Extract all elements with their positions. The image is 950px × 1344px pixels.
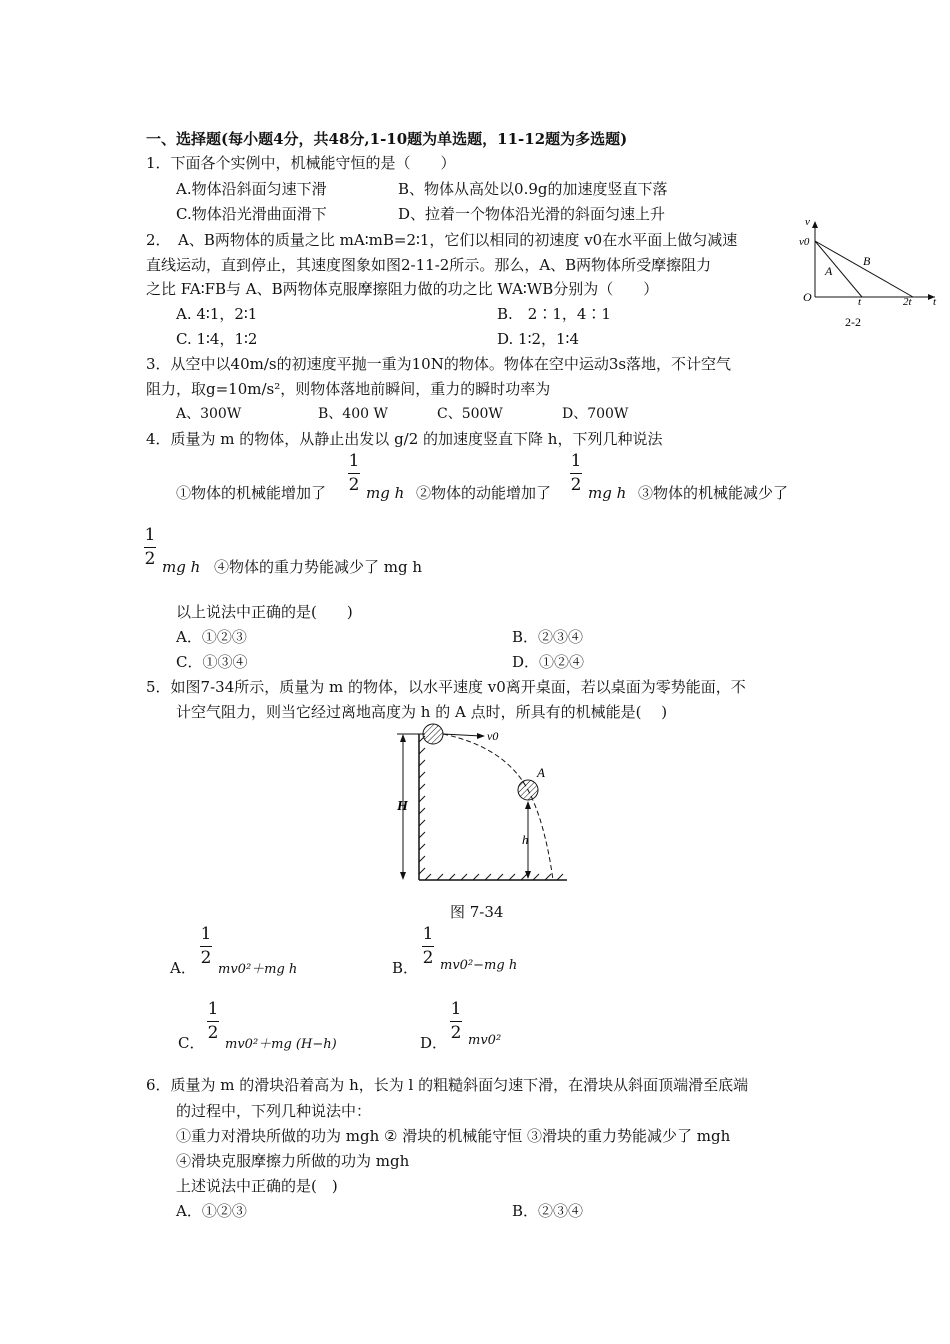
q4-statement-4: ④物体的重力势能减少了 mg h (214, 558, 423, 576)
section-title: 一、选择题(每小题4分，共48分,1-10题为单选题，11-12题为多选题) (146, 130, 628, 148)
q4-option-a: A．①②③ (176, 628, 247, 646)
height-small-h-label: h (522, 832, 529, 847)
velocity-arrow-icon (477, 733, 485, 739)
q2-line3: 之比 FA∶FB与 A、B两物体克服摩擦阻力做的功之比 WA∶WB分别为（ ） (146, 280, 659, 298)
q1-option-c: C.物体沿光滑曲面滑下 (176, 205, 327, 223)
line-a (815, 241, 862, 297)
q5-option-b-label: B． (392, 959, 419, 977)
q6-option-b: B．②③④ (512, 1202, 584, 1220)
q4-ask: 以上说法中正确的是( ) (176, 603, 353, 621)
trajectory-path (443, 734, 553, 880)
wall-hatching (419, 736, 425, 874)
q5-option-a-fraction: 1 2 (200, 924, 212, 968)
v0-label: v0 (487, 729, 499, 743)
q2-option-c: C. 1∶4，1∶2 (176, 330, 258, 348)
q5-option-d-label: D． (420, 1034, 448, 1052)
q5-option-d-expr: mv0² (468, 1033, 502, 1048)
q1-stem: 1．下面各个实例中，机械能守恒的是（ ） (146, 154, 456, 172)
q1-option-b: B、物体从高处以0.9g的加速度竖直下落 (398, 180, 668, 198)
height-h-label: H (397, 799, 408, 814)
q5-option-c-fraction: 1 2 (207, 999, 219, 1043)
q4-stem: 4．质量为 m 的物体，从静止出发以 g/2 的加速度竖直下降 h，下列几种说法 (146, 430, 663, 448)
q2-option-a: A. 4∶1，2∶1 (176, 305, 258, 323)
q3-line2: 阻力，取g=10m/s²，则物体落地前瞬间，重力的瞬时功率为 (146, 380, 551, 398)
v-axis-arrow-icon (812, 221, 818, 228)
q2-option-d: D. 1∶2，1∶4 (497, 330, 580, 348)
v0-label: v0 (799, 236, 810, 248)
q5-line2: 计空气阻力，则当它经过离地高度为 h 的 A 点时，所具有的机械能是( ) (176, 703, 668, 721)
q3-option-d: D、700W (562, 406, 629, 422)
q3-line1: 3．从空中以40m/s的初速度平抛一重为10N的物体。物体在空中运动3s落地，不计空气 (146, 355, 732, 373)
ball-at-a (518, 780, 538, 800)
q6-line1: 6．质量为 m 的滑块沿着高为 h，长为 l 的粗糙斜面匀速下滑，在滑块从斜面顶端滑至底端 (146, 1076, 749, 1094)
t1-label: t (858, 296, 862, 308)
q5-option-c-expr: mv0²＋mg (H−h) (225, 1037, 337, 1052)
q4-half-fraction-1: 1 2 (348, 451, 360, 495)
q2-line2: 直线运动，直到停止，其速度图象如图2-11-2所示。那么，A、B两物体所受摩擦阻力 (146, 256, 712, 274)
q2-vt-graph (795, 215, 945, 330)
q6-line2: 的过程中，下列几种说法中： (176, 1102, 372, 1120)
q4-statement-2: ②物体的动能增加了 (416, 484, 552, 502)
q4-half-fraction-3: 1 2 (144, 525, 156, 569)
q3-option-c: C、500W (437, 406, 503, 422)
height-down-arrow-icon (400, 872, 406, 880)
ball-start (423, 724, 443, 744)
q3-option-a: A、300W (176, 406, 242, 422)
q5-line1: 5．如图7-34所示，质量为 m 的物体，以水平速度 v0离开桌面，若以桌面为零势能面，不 (146, 678, 746, 696)
point-a-label: A (537, 765, 545, 780)
q4-half-fraction-2: 1 2 (570, 451, 582, 495)
q6-line3: ①重力对滑块所做的功为 mgh ② 滑块的机械能守恒 ③滑块的重力势能减少了 mgh (176, 1127, 731, 1145)
q1-option-a: A.物体沿斜面匀速下滑 (176, 180, 327, 198)
q4-option-c: C．①③④ (176, 653, 248, 671)
origin-label: O (803, 290, 812, 304)
v-label: v (805, 216, 810, 228)
q4-mgh-2: mg h (588, 484, 627, 502)
q5-projectile-figure (385, 722, 575, 892)
ground-hatching (425, 874, 563, 880)
q5-option-b-expr: mv0²−mg h (440, 958, 518, 973)
q4-option-d: D．①②④ (512, 653, 585, 671)
q3-option-b: B、400 W (318, 406, 388, 422)
q4-mgh-3: mg h (162, 558, 201, 576)
q2-figure-caption: 2-2 (845, 315, 861, 329)
q5-option-a-expr: mv0²＋mg h (218, 962, 298, 977)
small-h-up-arrow-icon (525, 801, 531, 809)
velocity-arrow (443, 734, 481, 736)
q5-option-c-label: C． (178, 1034, 205, 1052)
q6-option-a: A．①②③ (176, 1202, 247, 1220)
q2-option-b: B. 2∶1，4∶1 (497, 305, 611, 323)
t-axis-label: t (933, 296, 937, 308)
curve-b-label: B (863, 254, 871, 268)
q1-option-d: D、拉着一个物体沿光滑的斜面匀速上升 (398, 205, 666, 223)
q5-option-d-fraction: 1 2 (450, 999, 462, 1043)
q4-statement-1: ①物体的机械能增加了 (176, 484, 327, 502)
q4-mgh-1: mg h (366, 484, 405, 502)
q6-ask: 上述说法中正确的是( ) (176, 1177, 338, 1195)
q5-option-a-label: A． (170, 959, 196, 977)
q4-statement-3: ③物体的机械能减少了 (638, 484, 789, 502)
q4-option-b: B．②③④ (512, 628, 584, 646)
q5-figure-caption: 图 7-34 (450, 903, 504, 921)
q2-line1: 2． A、B两物体的质量之比 mA∶mB=2∶1，它们以相同的初速度 v0在水平面上做匀减速 (146, 231, 738, 249)
curve-a-label: A (825, 264, 833, 278)
height-up-arrow-icon (400, 734, 406, 742)
t2-label: 2t (903, 296, 912, 308)
q5-option-b-fraction: 1 2 (422, 924, 434, 968)
q6-line4: ④滑块克服摩擦力所做的功为 mgh (176, 1152, 410, 1170)
